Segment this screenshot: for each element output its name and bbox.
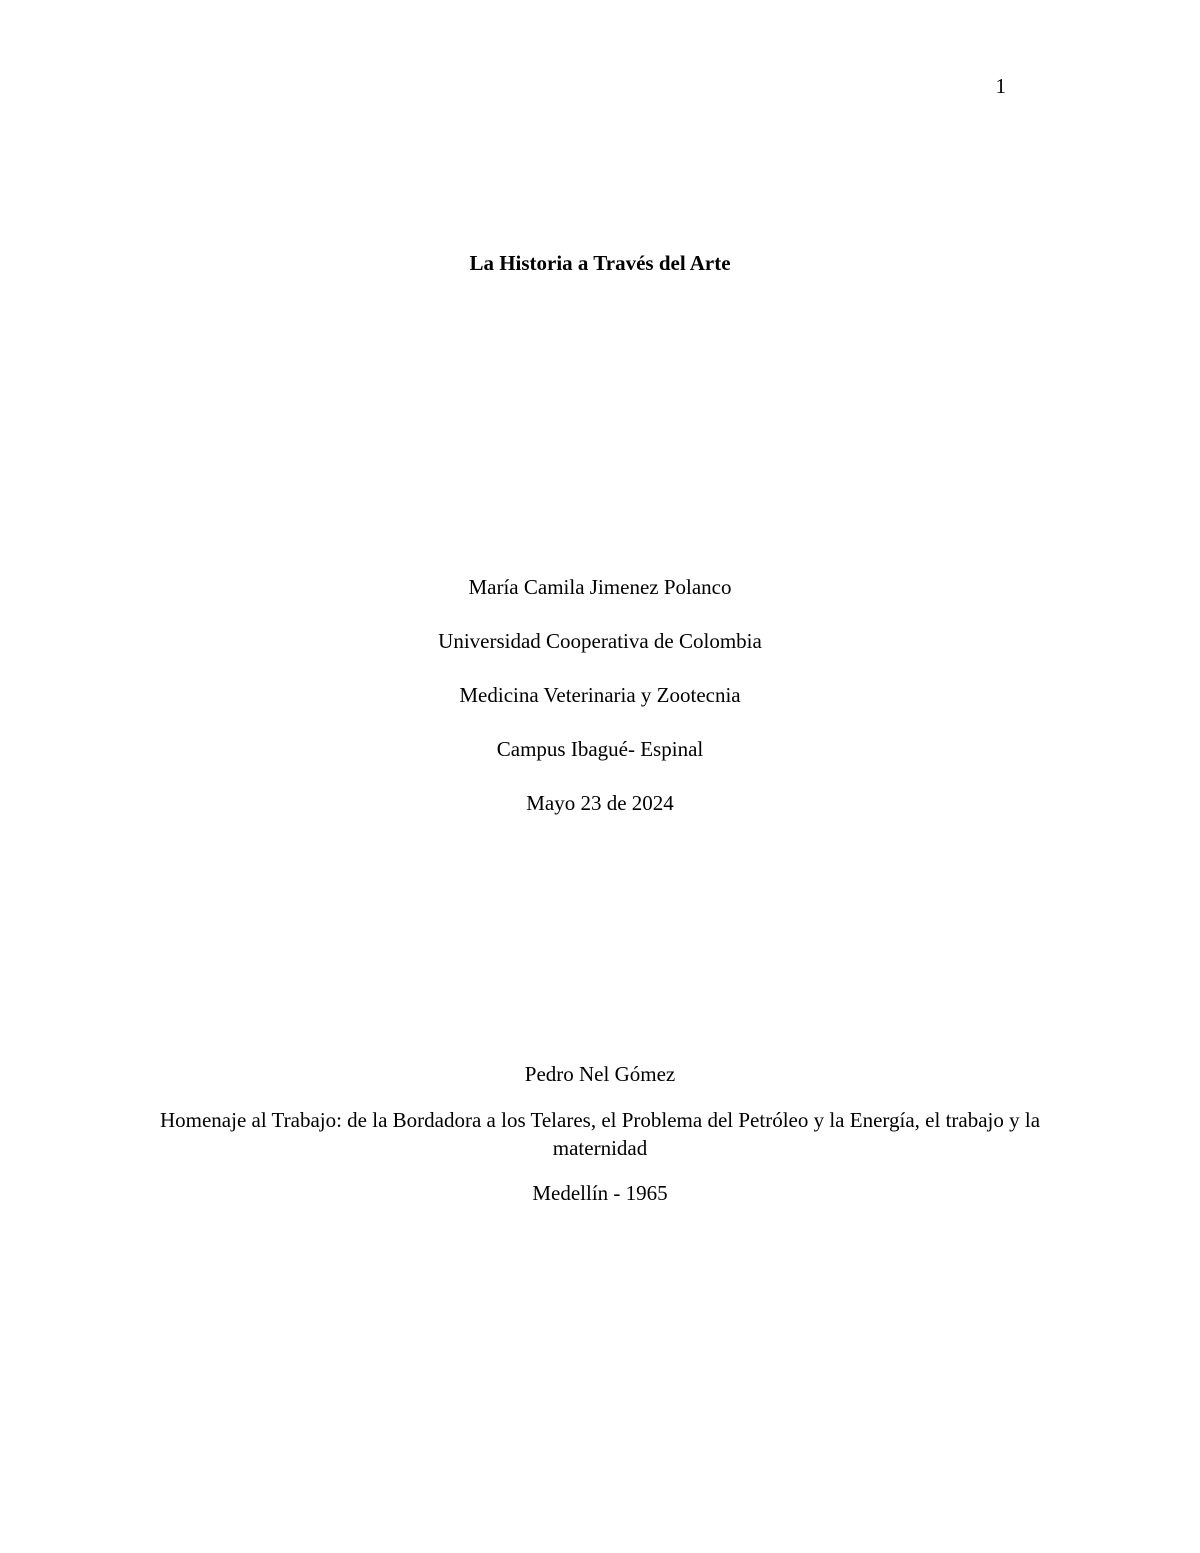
author-name: María Camila Jimenez Polanco <box>468 575 732 599</box>
campus-name: Campus Ibagué- Espinal <box>496 737 704 761</box>
artwork-place-year: Medellín - 1965 <box>532 1181 668 1205</box>
document-date: Mayo 23 de 2024 <box>526 791 674 815</box>
university-name: Universidad Cooperativa de Colombia <box>438 629 762 653</box>
artist-name: Pedro Nel Gómez <box>524 1062 676 1086</box>
page-number: 1 <box>995 74 1006 98</box>
artwork-title: Homenaje al Trabajo: de la Bordadora a los Telares, el Problema del Petróleo y la Energía, el trabajo y la maternidad <box>159 1108 1041 1160</box>
document-title: La Historia a Través del Arte <box>469 251 731 275</box>
program-name: Medicina Veterinaria y Zootecnia <box>459 683 741 707</box>
